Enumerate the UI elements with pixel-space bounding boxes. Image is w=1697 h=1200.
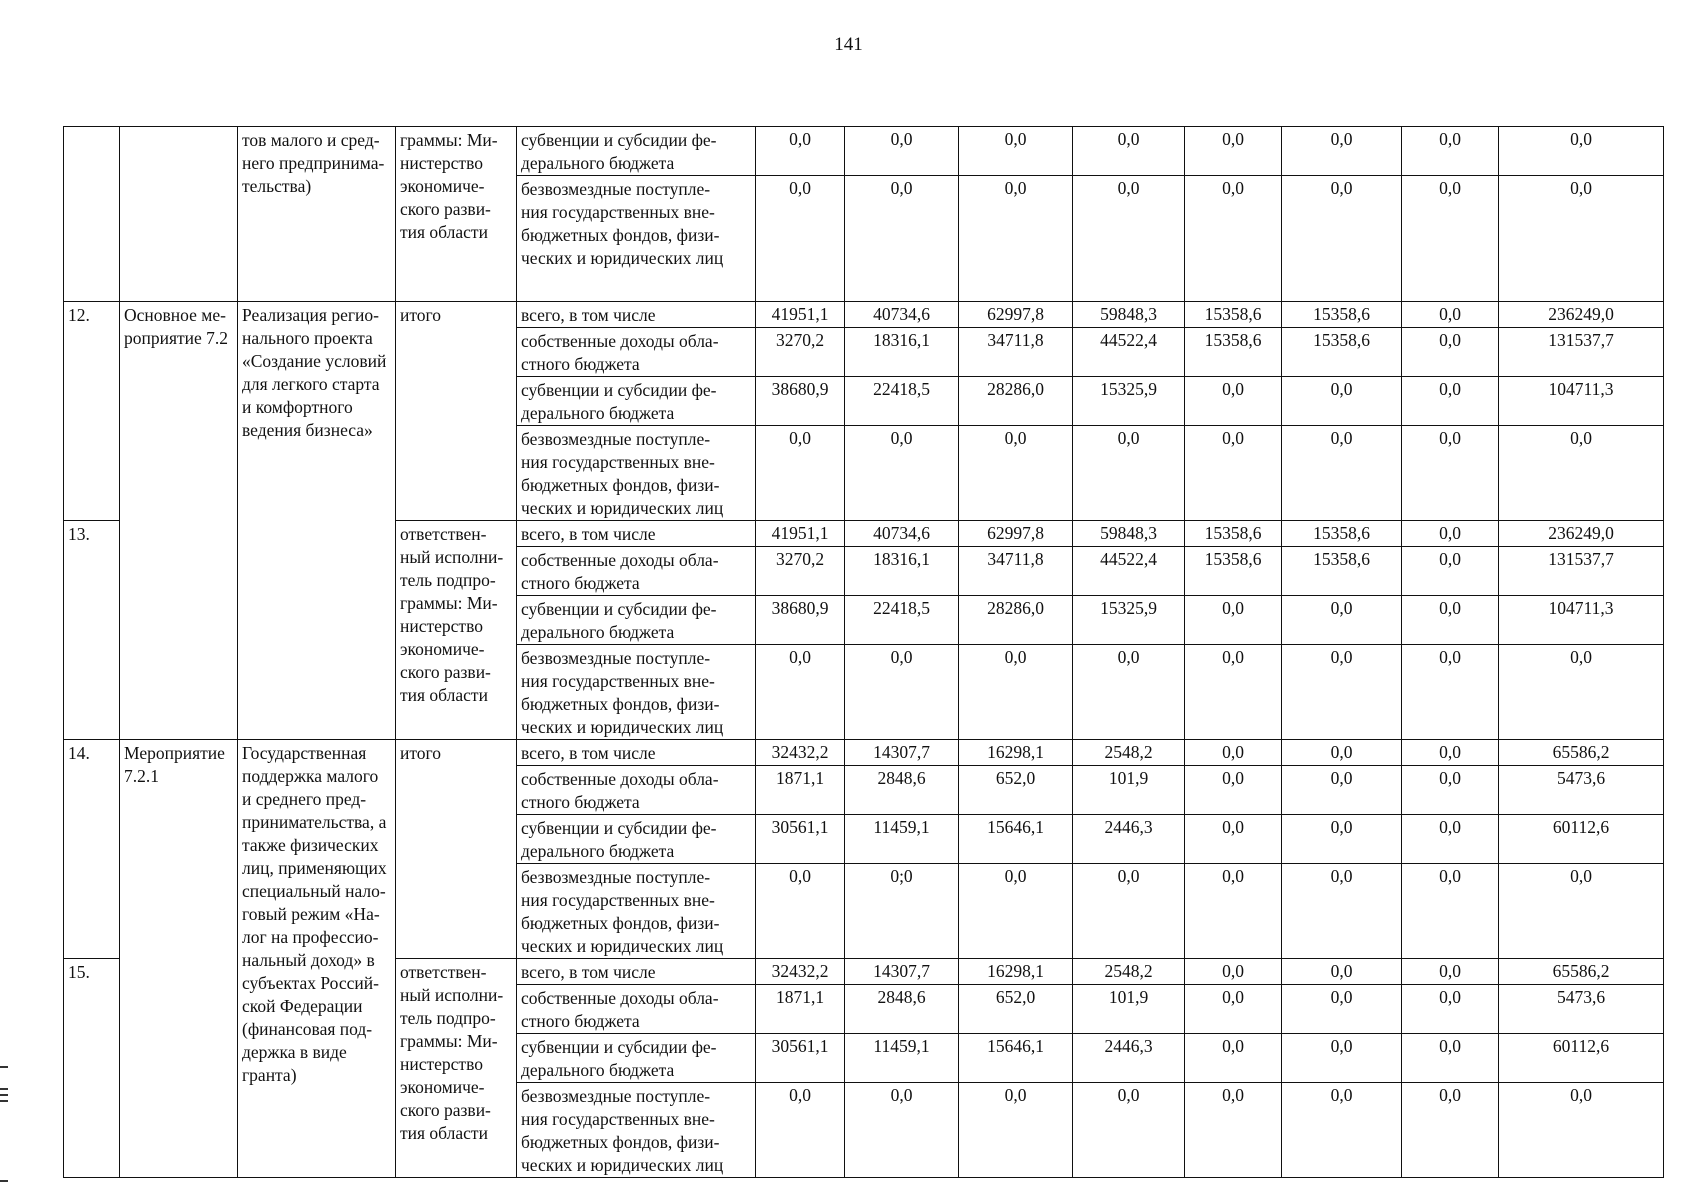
value-cell: 40734,6 [845,521,959,547]
value-cell: 32432,2 [756,740,845,766]
value-cell: 0,0 [1402,766,1499,815]
value-cell: 0,0 [1282,864,1402,959]
value-cell: 101,9 [1073,985,1185,1034]
value-cell: 5473,6 [1499,985,1664,1034]
value-cell: 0,0 [756,1083,845,1178]
value-cell: 15325,9 [1073,596,1185,645]
table-row [64,740,1664,766]
value-cell: 0,0 [1282,127,1402,176]
value-cell: 1871,1 [756,766,845,815]
executor-cell: ответствен- ный исполни- тель подпро- граммы: Ми- нистерство экономиче- ского разви- тия области [396,521,517,740]
value-cell: 0,0 [1185,176,1282,302]
funding-source-cell: безвозмездные поступле- ния государственных вне- бюджетных фондов, физи- ческих и юридических лиц [517,1083,756,1178]
activity-type-cell: Мероприятие 7.2.1 [120,740,238,1178]
value-cell: 15358,6 [1185,302,1282,328]
value-cell: 0,0 [1073,176,1185,302]
value-cell: 0,0 [845,645,959,740]
value-cell: 0,0 [1185,645,1282,740]
value-cell: 15646,1 [959,815,1073,864]
value-cell: 0,0 [756,176,845,302]
value-cell: 22418,5 [845,596,959,645]
funding-source-cell: собственные доходы обла- стного бюджета [517,547,756,596]
funding-source-cell: субвенции и субсидии фе- дерального бюджета [517,377,756,426]
value-cell: 15358,6 [1282,521,1402,547]
value-cell: 0,0 [1185,864,1282,959]
table-row [64,127,1664,176]
value-cell: 15358,6 [1282,328,1402,377]
value-cell: 0,0 [1402,547,1499,596]
activity-name-cell: Государственная поддержка малого и среднего пред- принимательства, а также физических лиц, применяющих специальный нало- говый режим «На- лог на профессио- нальный доход» в субъектах Россий- ской Федерации (финансовая под- держка в виде гранта) [238,740,396,1178]
value-cell: 44522,4 [1073,328,1185,377]
value-cell: 11459,1 [845,1034,959,1083]
value-cell: 41951,1 [756,302,845,328]
value-cell: 38680,9 [756,596,845,645]
value-cell: 30561,1 [756,815,845,864]
value-cell: 652,0 [959,766,1073,815]
value-cell: 0,0 [1073,127,1185,176]
value-cell: 15325,9 [1073,377,1185,426]
funding-source-cell: субвенции и субсидии фе- дерального бюджета [517,1034,756,1083]
executor-cell: итого [396,740,517,959]
value-cell: 40734,6 [845,302,959,328]
executor-cell: ответствен- ный исполни- тель подпро- граммы: Ми- нистерство экономиче- ского разви- тия области [396,959,517,1178]
value-cell: 18316,1 [845,328,959,377]
value-cell: 0,0 [1282,596,1402,645]
value-cell: 0,0 [1402,645,1499,740]
value-cell: 104711,3 [1499,377,1664,426]
value-cell: 131537,7 [1499,547,1664,596]
value-cell: 18316,1 [845,547,959,596]
value-cell: 15358,6 [1185,328,1282,377]
value-cell: 0,0 [1402,377,1499,426]
value-cell: 34711,8 [959,547,1073,596]
value-cell: 0,0 [1282,377,1402,426]
funding-source-cell: всего, в том числе [517,959,756,985]
row-number-cell: 13. [64,521,120,740]
value-cell: 0,0 [1282,985,1402,1034]
value-cell: 15358,6 [1185,547,1282,596]
value-cell: 2848,6 [845,985,959,1034]
value-cell: 0,0 [1185,426,1282,521]
value-cell: 3270,2 [756,328,845,377]
value-cell: 0,0 [1185,740,1282,766]
value-cell: 0,0 [1282,426,1402,521]
margin-mark [0,1094,8,1096]
value-cell: 59848,3 [1073,521,1185,547]
funding-source-cell: безвозмездные поступле- ния государственных вне- бюджетных фондов, физи- ческих и юридических лиц [517,176,756,302]
value-cell: 15358,6 [1282,547,1402,596]
value-cell: 11459,1 [845,815,959,864]
funding-source-cell: безвозмездные поступле- ния государственных вне- бюджетных фондов, физи- ческих и юридических лиц [517,426,756,521]
executor-cell: итого [396,302,517,521]
funding-source-cell: субвенции и субсидии фе- дерального бюджета [517,815,756,864]
value-cell: 2548,2 [1073,740,1185,766]
value-cell: 104711,3 [1499,596,1664,645]
funding-source-cell: субвенции и субсидии фе- дерального бюджета [517,596,756,645]
funding-source-cell: всего, в том числе [517,302,756,328]
value-cell: 0,0 [1282,766,1402,815]
value-cell: 0,0 [959,864,1073,959]
row-number-cell: 14. [64,740,120,959]
value-cell: 41951,1 [756,521,845,547]
value-cell: 2446,3 [1073,815,1185,864]
value-cell: 101,9 [1073,766,1185,815]
activity-type-cell: Основное ме- роприятие 7.2 [120,302,238,740]
value-cell: 0,0 [1499,426,1664,521]
value-cell: 44522,4 [1073,547,1185,596]
value-cell: 236249,0 [1499,521,1664,547]
value-cell: 0;0 [845,864,959,959]
funding-source-cell: собственные доходы обла- стного бюджета [517,985,756,1034]
value-cell: 0,0 [1402,1083,1499,1178]
table-row [64,302,1664,328]
value-cell: 0,0 [1185,127,1282,176]
value-cell: 0,0 [1499,864,1664,959]
executor-cell: граммы: Ми- нистерство экономиче- ского разви- тия области [396,127,517,302]
value-cell: 0,0 [756,127,845,176]
value-cell: 0,0 [1402,1034,1499,1083]
funding-source-cell: всего, в том числе [517,521,756,547]
value-cell: 62997,8 [959,302,1073,328]
value-cell: 15646,1 [959,1034,1073,1083]
value-cell: 59848,3 [1073,302,1185,328]
value-cell: 22418,5 [845,377,959,426]
value-cell: 0,0 [756,645,845,740]
value-cell: 2446,3 [1073,1034,1185,1083]
value-cell: 0,0 [1402,328,1499,377]
value-cell: 0,0 [1499,127,1664,176]
value-cell: 38680,9 [756,377,845,426]
value-cell: 5473,6 [1499,766,1664,815]
value-cell: 0,0 [1073,426,1185,521]
funding-source-cell: безвозмездные поступле- ния государственных вне- бюджетных фондов, физи- ческих и юридических лиц [517,645,756,740]
value-cell: 0,0 [1499,1083,1664,1178]
margin-mark [0,1180,8,1182]
value-cell: 0,0 [1282,645,1402,740]
value-cell: 0,0 [1282,1034,1402,1083]
value-cell: 28286,0 [959,377,1073,426]
value-cell: 0,0 [1282,176,1402,302]
value-cell: 0,0 [1402,959,1499,985]
value-cell: 0,0 [1402,985,1499,1034]
value-cell: 32432,2 [756,959,845,985]
value-cell: 0,0 [1402,864,1499,959]
value-cell: 236249,0 [1499,302,1664,328]
value-cell: 0,0 [1185,985,1282,1034]
value-cell: 0,0 [959,176,1073,302]
value-cell: 15358,6 [1185,521,1282,547]
value-cell: 60112,6 [1499,815,1664,864]
value-cell: 2848,6 [845,766,959,815]
value-cell: 28286,0 [959,596,1073,645]
value-cell: 0,0 [1402,596,1499,645]
page-number: 141 [834,34,863,55]
value-cell: 0,0 [959,645,1073,740]
funding-source-cell: собственные доходы обла- стного бюджета [517,766,756,815]
value-cell: 16298,1 [959,959,1073,985]
activity-name-cell: Реализация регио- нального проекта «Создание условий для легкого старта и комфортного ведения бизнеса» [238,302,396,740]
value-cell: 0,0 [845,1083,959,1178]
value-cell: 0,0 [1402,815,1499,864]
value-cell: 0,0 [1282,740,1402,766]
value-cell: 15358,6 [1282,302,1402,328]
value-cell: 0,0 [1185,766,1282,815]
funding-source-cell: безвозмездные поступле- ния государственных вне- бюджетных фондов, физи- ческих и юридических лиц [517,864,756,959]
row-number-cell: 15. [64,959,120,1178]
activity-type-cell [120,127,238,302]
value-cell: 0,0 [959,127,1073,176]
value-cell: 60112,6 [1499,1034,1664,1083]
budget-table [63,126,1664,1178]
value-cell: 0,0 [959,1083,1073,1178]
value-cell: 0,0 [1185,596,1282,645]
value-cell: 65586,2 [1499,959,1664,985]
row-number-cell: 12. [64,302,120,521]
value-cell: 0,0 [1185,815,1282,864]
value-cell: 0,0 [1402,127,1499,176]
margin-mark [0,1100,8,1102]
funding-source-cell: собственные доходы обла- стного бюджета [517,328,756,377]
value-cell: 131537,7 [1499,328,1664,377]
value-cell: 0,0 [1282,959,1402,985]
value-cell: 0,0 [1185,1083,1282,1178]
value-cell: 0,0 [845,127,959,176]
value-cell: 65586,2 [1499,740,1664,766]
row-number-cell [64,127,120,302]
value-cell: 16298,1 [959,740,1073,766]
value-cell: 0,0 [1185,959,1282,985]
value-cell: 1871,1 [756,985,845,1034]
value-cell: 2548,2 [1073,959,1185,985]
value-cell: 0,0 [1282,815,1402,864]
value-cell: 0,0 [959,426,1073,521]
value-cell: 0,0 [845,176,959,302]
value-cell: 0,0 [1073,864,1185,959]
value-cell: 14307,7 [845,959,959,985]
funding-source-cell: субвенции и субсидии фе- дерального бюджета [517,127,756,176]
value-cell: 14307,7 [845,740,959,766]
margin-mark [0,1088,8,1090]
value-cell: 62997,8 [959,521,1073,547]
value-cell: 0,0 [1282,1083,1402,1178]
value-cell: 30561,1 [756,1034,845,1083]
value-cell: 0,0 [845,426,959,521]
value-cell: 0,0 [1073,1083,1185,1178]
funding-source-cell: всего, в том числе [517,740,756,766]
value-cell: 0,0 [1402,426,1499,521]
value-cell: 0,0 [1402,176,1499,302]
margin-mark [0,1066,8,1068]
value-cell: 0,0 [1499,645,1664,740]
value-cell: 0,0 [1185,1034,1282,1083]
value-cell: 0,0 [1402,740,1499,766]
value-cell: 0,0 [1402,302,1499,328]
value-cell: 34711,8 [959,328,1073,377]
activity-name-cell: тов малого и сред- него предпринима- тельства) [238,127,396,302]
value-cell: 652,0 [959,985,1073,1034]
value-cell: 0,0 [1499,176,1664,302]
value-cell: 0,0 [1402,521,1499,547]
value-cell: 0,0 [1185,377,1282,426]
value-cell: 0,0 [756,426,845,521]
value-cell: 3270,2 [756,547,845,596]
value-cell: 0,0 [1073,645,1185,740]
value-cell: 0,0 [756,864,845,959]
